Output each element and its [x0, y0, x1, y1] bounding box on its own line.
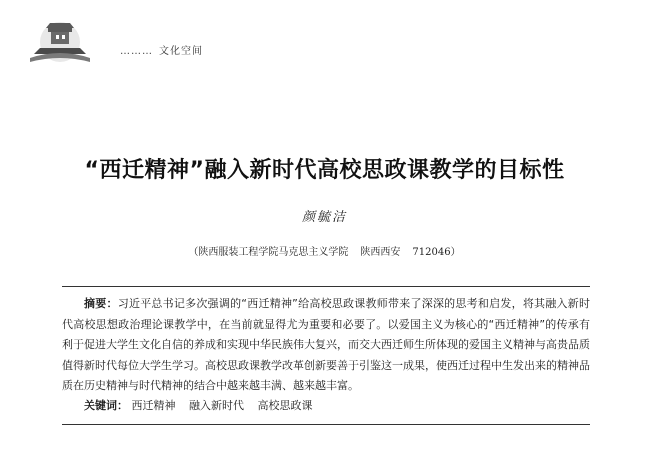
keyword-item: 高校思政课 — [257, 399, 313, 412]
article-title: “西迁精神”融入新时代高校思政课教学的目标性 — [84, 158, 565, 183]
keyword-item: 融入新时代 — [189, 399, 244, 412]
abstract-top-rule — [62, 286, 590, 287]
keywords-block — [84, 397, 323, 413]
abstract-block — [62, 294, 590, 397]
section-label — [120, 42, 203, 57]
keyword-item: 西迁精神 — [131, 399, 176, 412]
abstract-label: 摘要： — [84, 297, 118, 310]
section-name: 文化空间 — [159, 46, 203, 57]
affiliation-city: 陕西西安 — [360, 247, 401, 258]
article-author: 颜毓洁 — [301, 210, 347, 225]
keywords-label: 关键词： — [84, 399, 128, 412]
affiliation-close: ） — [450, 247, 461, 258]
journal-header — [26, 18, 246, 66]
affiliation-postcode: 712046 — [412, 247, 451, 258]
affiliation-open: （ — [188, 247, 199, 258]
affiliation-institution: 陕西服装工程学院马克思主义学院 — [198, 247, 349, 258]
abstract-bottom-rule — [62, 424, 590, 425]
abstract-text: 习近平总书记多次强调的“西迁精神”给高校思政课教师带来了深深的思考和启发，将其融入新时代高校思想政治理论课教学中，在当前就显得尤为重要和必要了。以爱国主义为核心的“西迁精神”的传承有利于促进大学生文化自信的养成和实现中华民族伟大复兴，而交大西迁师生所体现的爱国主义精神与高贵品质值得新时代每位大学生学习。高校思政课教学改革创新要善于引鉴这一成果，使西迁过程中生发出来的精神品质在历史精神与时代精神的结合中越来越丰满、越来越丰富。 — [62, 297, 591, 392]
tower-emblem-icon — [26, 18, 94, 66]
section-dots: ……… — [120, 46, 153, 57]
author-affiliation — [0, 243, 649, 258]
